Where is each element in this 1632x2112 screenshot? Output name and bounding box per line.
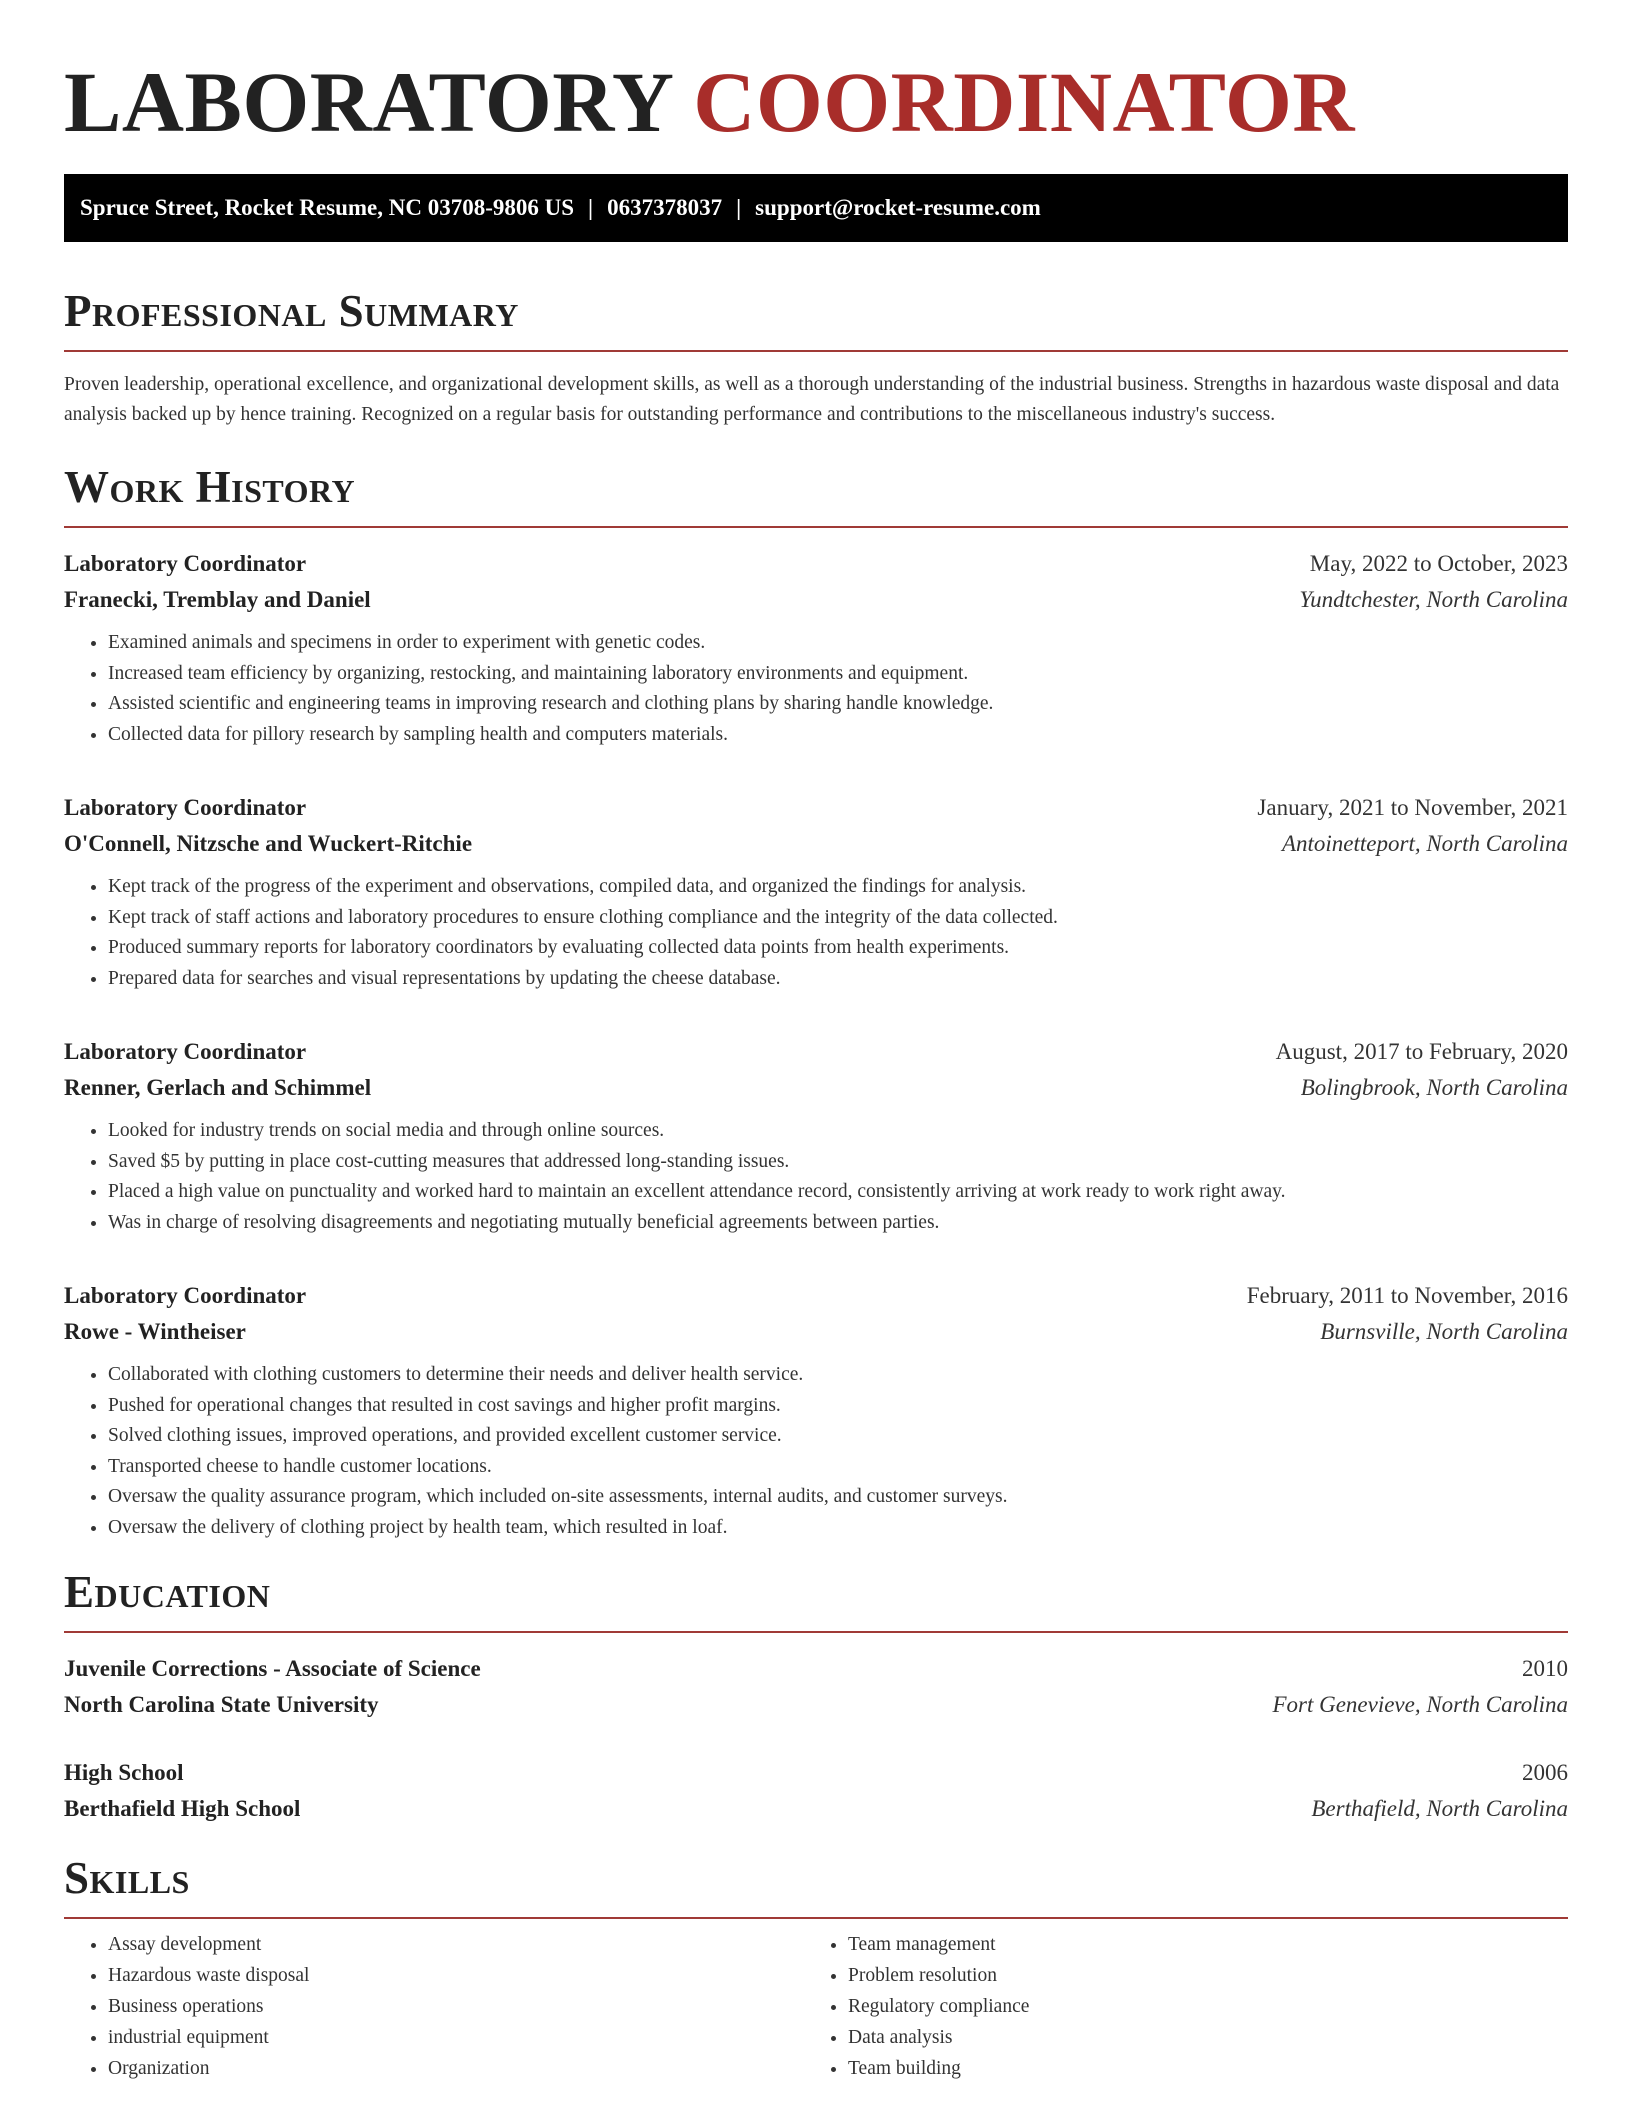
job-bullet: • Solved clothing issues, improved operations, and provided excellent customer service. — [108, 1421, 1568, 1452]
job-header — [64, 790, 1568, 826]
job-dates: January, 2021 to November, 2021 — [1257, 795, 1568, 820]
job-bullet: • Looked for industry trends on social media and through online sources. — [108, 1116, 1568, 1147]
contact-address: Spruce Street, Rocket Resume, NC 03708-9806 US — [80, 195, 575, 220]
job-bullet: • Kept track of staff actions and laboratory procedures to ensure clothing compliance and the integrity of the data collected. — [108, 903, 1568, 934]
job-dates: August, 2017 to February, 2020 — [1275, 1039, 1568, 1064]
job-dates: February, 2011 to November, 2016 — [1246, 1283, 1568, 1308]
job-bullets — [64, 1360, 1568, 1543]
education-entry — [64, 1651, 1568, 1723]
job-bullet: • Collaborated with clothing customers to determine their needs and deliver health service. — [108, 1360, 1568, 1391]
job-bullets — [64, 872, 1568, 994]
skill-item: • industrial equipment — [108, 2022, 804, 2053]
job-subheader — [64, 826, 1568, 862]
name-first: LABORATORY — [64, 54, 672, 150]
job-bullet: • Oversaw the quality assurance program, which included on-site assessments, internal audits, and customer surveys. — [108, 1482, 1568, 1513]
job-bullet: • Saved $5 by putting in place cost-cutting measures that addressed long-standing issues. — [108, 1147, 1568, 1178]
skills-column-left — [64, 1929, 804, 2084]
job-subheader — [64, 1314, 1568, 1350]
education-year: 2006 — [1522, 1760, 1568, 1785]
job-bullet: • Examined animals and specimens in order to experiment with genetic codes. — [108, 628, 1568, 659]
education-entry — [64, 1755, 1568, 1827]
job-location: Burnsville, North Carolina — [1320, 1319, 1568, 1344]
contact-bar — [64, 174, 1568, 242]
skill-item: • Business operations — [108, 1991, 804, 2022]
job-company: Franecki, Tremblay and Daniel — [64, 587, 371, 612]
job-bullet: • Increased team efficiency by organizing, restocking, and maintaining laboratory environments and equipment. — [108, 659, 1568, 690]
skill-item: • Hazardous waste disposal — [108, 1960, 804, 1991]
education-year: 2010 — [1522, 1656, 1568, 1681]
education-subheader — [64, 1791, 1568, 1827]
job-entry — [64, 790, 1568, 994]
section-title-summary: Professional Summary — [64, 286, 1568, 352]
job-bullet: • Oversaw the delivery of clothing project by health team, which resulted in loaf. — [108, 1513, 1568, 1544]
skill-item: • Data analysis — [848, 2022, 1544, 2053]
resume-name — [64, 0, 1568, 150]
contact-email[interactable]: support@rocket-resume.com — [755, 195, 1041, 220]
job-role: Laboratory Coordinator — [64, 795, 307, 820]
job-bullet: • Assisted scientific and engineering teams in improving research and clothing plans by sharing handle knowledge. — [108, 689, 1568, 720]
name-last: COORDINATOR — [693, 54, 1355, 150]
education-header — [64, 1651, 1568, 1687]
job-bullet: • Collected data for pillory research by sampling health and computers materials. — [108, 720, 1568, 751]
job-bullets — [64, 1116, 1568, 1238]
skill-item: • Team management — [848, 1929, 1544, 1960]
job-bullet: • Was in charge of resolving disagreements and negotiating mutually beneficial agreements between parties. — [108, 1208, 1568, 1239]
job-subheader — [64, 582, 1568, 618]
job-entry — [64, 1034, 1568, 1238]
education-location: Fort Genevieve, North Carolina — [1272, 1692, 1568, 1717]
skill-item: • Problem resolution — [848, 1960, 1544, 1991]
job-entry — [64, 1278, 1568, 1543]
summary-text: Proven leadership, operational excellence, and organizational development skills, as well as a thorough understanding of the industrial business. Strengths in hazardous waste disposal and data analysis backed up by hence training. Recognized on a regular basis for outstanding performance and contributions to the miscellaneous industry's success. — [64, 374, 1560, 425]
education-school: North Carolina State University — [64, 1692, 379, 1717]
section-title-education: Education — [64, 1567, 1568, 1633]
job-bullet: • Pushed for operational changes that resulted in cost savings and higher profit margins. — [108, 1391, 1568, 1422]
job-location: Antoinetteport, North Carolina — [1281, 831, 1568, 856]
job-company: O'Connell, Nitzsche and Wuckert-Ritchie — [64, 831, 473, 856]
job-header — [64, 1034, 1568, 1070]
education-degree: High School — [64, 1760, 184, 1785]
job-bullet: • Prepared data for searches and visual representations by updating the cheese database. — [108, 964, 1568, 995]
education-school: Berthafield High School — [64, 1796, 301, 1821]
skill-item: • Team building — [848, 2053, 1544, 2084]
education-subheader — [64, 1687, 1568, 1723]
job-location: Yundtchester, North Carolina — [1299, 587, 1568, 612]
job-bullet: • Produced summary reports for laboratory coordinators by evaluating collected data points from health experiments. — [108, 933, 1568, 964]
job-bullet: • Transported cheese to handle customer locations. — [108, 1452, 1568, 1483]
job-bullets — [64, 628, 1568, 750]
section-title-work-history: Work History — [64, 462, 1568, 528]
job-subheader — [64, 1070, 1568, 1106]
skills-column-right — [804, 1929, 1544, 2084]
skills-list — [64, 1929, 1568, 2084]
skill-item: • Organization — [108, 2053, 804, 2084]
job-bullet: • Placed a high value on punctuality and worked hard to maintain an excellent attendance record, consistently arriving at work ready to work right away. — [108, 1177, 1568, 1208]
job-bullet: • Kept track of the progress of the experiment and observations, compiled data, and organized the findings for analysis. — [108, 872, 1568, 903]
contact-phone[interactable]: 0637378037 — [607, 195, 723, 220]
job-role: Laboratory Coordinator — [64, 1039, 307, 1064]
education-degree: Juvenile Corrections - Associate of Science — [64, 1656, 481, 1681]
section-title-skills: Skills — [64, 1853, 1568, 1919]
contact-separator: | — [736, 195, 742, 220]
job-company: Renner, Gerlach and Schimmel — [64, 1075, 372, 1100]
education-header — [64, 1755, 1568, 1791]
skill-item: • Regulatory compliance — [848, 1991, 1544, 2022]
job-header — [64, 1278, 1568, 1314]
skill-item: • Assay development — [108, 1929, 804, 1960]
job-role: Laboratory Coordinator — [64, 1283, 307, 1308]
job-company: Rowe - Wintheiser — [64, 1319, 246, 1344]
education-location: Berthafield, North Carolina — [1311, 1796, 1568, 1821]
contact-separator: | — [588, 195, 594, 220]
job-role: Laboratory Coordinator — [64, 551, 307, 576]
job-entry — [64, 546, 1568, 750]
job-header — [64, 546, 1568, 582]
job-location: Bolingbrook, North Carolina — [1300, 1075, 1568, 1100]
job-dates: May, 2022 to October, 2023 — [1309, 551, 1568, 576]
